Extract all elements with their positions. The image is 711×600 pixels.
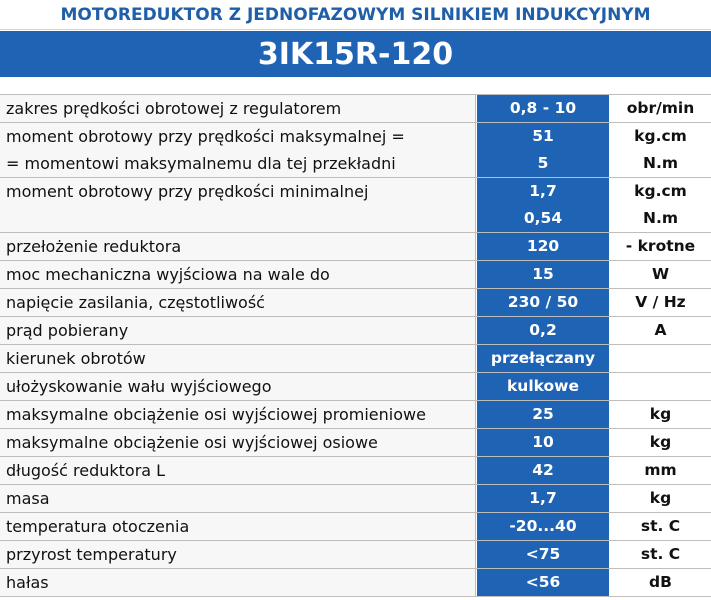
spec-unit: kg.cm — [634, 182, 687, 200]
spec-row — [0, 372, 711, 400]
spec-row — [0, 177, 711, 232]
spec-label: przyrost temperatury — [6, 545, 177, 564]
spec-value-cell — [476, 233, 610, 260]
spec-value-cell — [476, 289, 610, 316]
spec-label: ułożyskowanie wału wyjściowego — [6, 377, 272, 396]
spec-unit-cell — [610, 513, 711, 540]
spec-value-cell — [476, 317, 610, 344]
spec-label-cell — [0, 345, 476, 372]
spec-unit — [610, 345, 711, 372]
spec-unit: N.m — [642, 209, 678, 227]
spec-value: 42 — [532, 461, 554, 479]
spec-row — [0, 540, 711, 568]
spec-label-cell — [0, 457, 476, 484]
spec-row — [0, 484, 711, 512]
spec-unit-cell — [610, 429, 711, 456]
spec-label-cell — [0, 123, 476, 177]
spec-row — [0, 288, 711, 316]
spec-value: 1,7 — [529, 182, 557, 200]
spec-unit-cell — [610, 233, 711, 260]
spec-unit: kg.cm — [634, 127, 687, 145]
spec-label: moment obrotowy przy prędkości maksymalnej = — [6, 127, 405, 146]
spec-value: 1,7 — [529, 489, 557, 507]
spec-label: prąd pobierany — [6, 321, 129, 340]
spec-value-cell — [476, 513, 610, 540]
spec-row — [0, 316, 711, 344]
spec-value-cell — [476, 429, 610, 456]
spec-unit-cell — [610, 178, 711, 232]
spec-unit-cell — [610, 569, 711, 596]
spec-row — [0, 456, 711, 484]
spec-row — [0, 428, 711, 456]
spec-value: 230 / 50 — [507, 293, 579, 311]
spec-value-cell — [476, 373, 610, 400]
spec-value: 0,8 - 10 — [509, 99, 577, 117]
spec-unit-cell — [610, 261, 711, 288]
spec-table — [0, 94, 711, 597]
spec-label-cell — [0, 569, 476, 596]
spec-unit-cell — [610, 345, 711, 372]
spec-row — [0, 400, 711, 428]
spec-unit: W — [651, 265, 670, 283]
spec-label: hałas — [6, 573, 49, 592]
spec-value-cell — [476, 541, 610, 568]
spec-unit: kg — [649, 433, 672, 451]
spec-label-cell — [0, 401, 476, 428]
spec-value: <75 — [525, 545, 561, 563]
spec-label-cell — [0, 317, 476, 344]
spec-value-cell — [476, 95, 610, 122]
spec-unit-cell — [610, 541, 711, 568]
spec-value: 51 — [532, 127, 554, 145]
spec-unit: - krotne — [625, 237, 696, 255]
spec-row — [0, 122, 711, 177]
spec-unit: A — [654, 321, 667, 339]
spec-unit-cell — [610, 289, 711, 316]
spec-unit-cell — [610, 457, 711, 484]
spec-unit: st. C — [640, 517, 681, 535]
spec-value: 0,54 — [523, 209, 563, 227]
spec-value: 0,2 — [529, 321, 557, 339]
spec-label-cell — [0, 513, 476, 540]
spec-label: = momentowi maksymalnemu dla tej przekładni — [6, 154, 396, 173]
spec-unit: dB — [649, 573, 672, 591]
spec-unit-cell — [610, 373, 711, 400]
spec-value: 25 — [532, 405, 554, 423]
spec-label-cell — [0, 95, 476, 122]
spec-label: temperatura otoczenia — [6, 517, 190, 536]
spec-value: 120 — [526, 237, 560, 255]
spec-row — [0, 232, 711, 260]
spec-value-cell — [476, 123, 610, 177]
spec-label: masa — [6, 489, 50, 508]
spec-label — [6, 205, 475, 232]
spec-label: przełożenie reduktora — [6, 237, 182, 256]
spec-value: przełączany — [490, 349, 596, 367]
spec-label-cell — [0, 373, 476, 400]
spec-value-cell — [476, 261, 610, 288]
spec-label: kierunek obrotów — [6, 349, 146, 368]
spec-value-cell — [476, 178, 610, 232]
spec-label: moment obrotowy przy prędkości minimalnej — [6, 182, 369, 201]
spec-value-cell — [476, 569, 610, 596]
spec-row — [0, 260, 711, 288]
spec-unit: N.m — [642, 154, 678, 172]
spec-label: napięcie zasilania, częstotliwość — [6, 293, 265, 312]
spec-label-cell — [0, 541, 476, 568]
spec-value: 5 — [537, 154, 549, 172]
spec-label: maksymalne obciążenie osi wyjściowej osiowe — [6, 433, 378, 452]
spec-value: -20...40 — [509, 517, 577, 535]
spec-label: długość reduktora L — [6, 461, 166, 480]
spec-unit-cell — [610, 123, 711, 177]
spec-unit: kg — [649, 489, 672, 507]
spec-unit-cell — [610, 317, 711, 344]
spec-unit-cell — [610, 95, 711, 122]
spec-value-cell — [476, 401, 610, 428]
spec-unit: kg — [649, 405, 672, 423]
spec-unit-cell — [610, 401, 711, 428]
spec-value: <56 — [525, 573, 561, 591]
spec-label: maksymalne obciążenie osi wyjściowej promieniowe — [6, 405, 426, 424]
spec-value: 15 — [532, 265, 554, 283]
model-name: 3IK15R-120 — [0, 31, 711, 77]
spec-value: 10 — [532, 433, 554, 451]
spec-label-cell — [0, 429, 476, 456]
spec-label: moc mechaniczna wyjściowa na wale do — [6, 265, 330, 284]
spec-unit: mm — [644, 461, 677, 479]
spec-value-cell — [476, 485, 610, 512]
spec-value-cell — [476, 345, 610, 372]
spec-unit: V / Hz — [635, 293, 686, 311]
spec-label-cell — [0, 485, 476, 512]
spec-label: zakres prędkości obrotowej z regulatorem — [6, 99, 342, 118]
spec-value-cell — [476, 457, 610, 484]
spec-value: kulkowe — [506, 377, 580, 395]
spec-label-cell — [0, 233, 476, 260]
spec-label-cell — [0, 289, 476, 316]
document-title: MOTOREDUKTOR Z JEDNOFAZOWYM SILNIKIEM INDUKCYJNYM — [0, 0, 711, 30]
header-spacer — [0, 77, 711, 94]
spec-unit: obr/min — [626, 99, 695, 117]
spec-row — [0, 94, 711, 122]
spec-row — [0, 344, 711, 372]
spec-unit-cell — [610, 485, 711, 512]
spec-label-cell — [0, 261, 476, 288]
spec-unit: st. C — [640, 545, 681, 563]
spec-unit — [610, 373, 711, 400]
spec-row — [0, 568, 711, 597]
spec-label-cell — [0, 178, 476, 232]
spec-row — [0, 512, 711, 540]
